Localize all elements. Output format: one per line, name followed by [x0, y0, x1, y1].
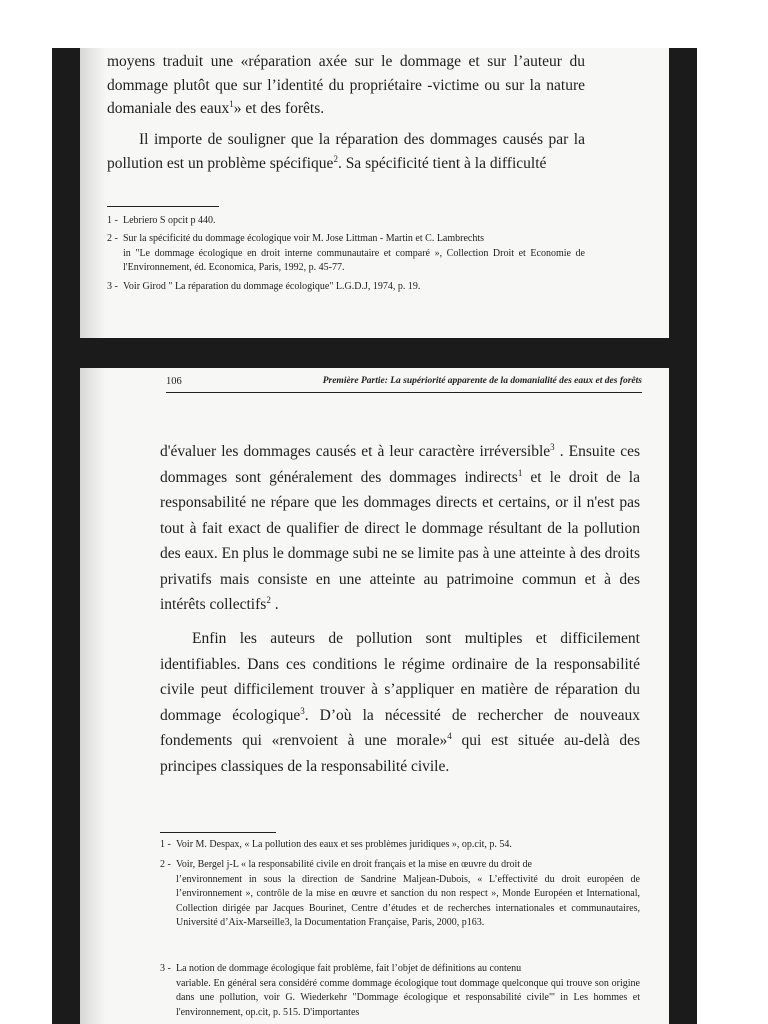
bottom-paragraph-1: d'évaluer les dommages causés et à leur caractère irréversible$^3$ . Ensuite ces dommages sont généralement des dommages indirects$^1$ et le droit de la responsabilité ne répare que les dommages directs et certains, or il n'est pas tout à fait exact de qualifier de direct le dommage résultant de la pollution des eaux. En plus le dommage subi ne se limite pas à une atteinte à des droits privatifs mais consiste en une atteinte au patrimoine commun et à des intérêts collectifs$^2$ .: [160, 441, 640, 613]
page-number: 106: [166, 376, 182, 387]
top-footnote-1: 1 - Lebriero S opcit p 440.: [107, 215, 216, 226]
bottom-page: [80, 368, 669, 1024]
top-footnote-3: 3 - Voir Girod " La réparation du dommage écologique" L.G.D.J, 1974, p. 19.: [107, 281, 421, 292]
running-header: [166, 374, 642, 393]
footnote-ref: 3: [300, 705, 305, 716]
footnote-divider: [160, 832, 276, 833]
running-title: Première Partie: La supériorité apparente de la domanialité des eaux et des forêts: [322, 376, 642, 386]
footnote-ref: 1: [517, 467, 523, 478]
footnote-ref: 2: [266, 594, 271, 605]
footnote-divider: [107, 206, 219, 207]
footnote-ref: 4: [447, 730, 452, 741]
top-paragraph-2: Il importe de souligner que la réparation des dommages causés par la pollution est un problème spécifique$^2$. Sa spécificité tient à la difficulté: [107, 131, 585, 172]
bottom-paragraph-2: Enfin les auteurs de pollution sont multiples et difficilement identifiables. Dans ces conditions le régime ordinaire de la responsabilité civile peut difficilement trouver à s’appliquer en matière de réparation du dommage écologique$^3$. D’où la nécessité de rechercher de nouveaux fondements qui «renvoient à une morale»$^4$ qui est située au-delà des principes classiques de la responsabilité civile.: [160, 630, 640, 775]
bottom-footnote-1: 1 - Voir M. Despax, « La pollution des eaux et ses problèmes juridiques », op.cit, p. 54.: [160, 839, 512, 850]
top-page: [80, 48, 669, 338]
bottom-footnote-3: 3 - La notion de dommage écologique fait problème, fait l’objet de définitions au contenu variable. En général sera considéré comme dommage écologique tout dommage quelconque qui trouve son origine dans une pollution, voir G. Wiederkehr "Dommage écologique et responsabilité civile"' in Les hommes et l'environnement, op.cit, p. 515. D'importantes: [160, 963, 640, 1018]
top-paragraph-1: moyens traduit une «réparation axée sur le dommage et sur l’auteur du dommage plutôt que sur l’identité du propriétaire -victime ou sur la nature domaniale des eaux$^1$» et des forêts.: [107, 53, 585, 117]
top-footnote-2: 2 - Sur la spécificité du dommage écologique voir M. Jose Littman - Martin et C. Lambrechts in "Le dommage écologique en droit interne communautaire et comparé », Collection Droit et Economie de l'Environnement, éd. Economica, Paris, 1992, p. 45-77.: [107, 233, 585, 273]
footnote-ref: 2: [333, 153, 338, 164]
bottom-footnote-2: 2 - Voir, Bergel j-L « la responsabilité civile en droit français et la mise en œuvre du droit de l’environnement in sous la direction de Sandrine Maljean-Dubois, « L’effectivité du droit européen de l’environnement », contrôle de la mise en œuvre et sanction du non respect », Monde Européen et International, Collection dirigée par Jacques Bourinet, Centre d’études et de recherches internationales et communautaires, Université d’Aix-Marseille3, la Documentation Française, Paris, 2000, p163.: [160, 859, 640, 928]
footnote-ref: 1: [229, 98, 234, 109]
footnote-ref: 3: [550, 441, 555, 452]
